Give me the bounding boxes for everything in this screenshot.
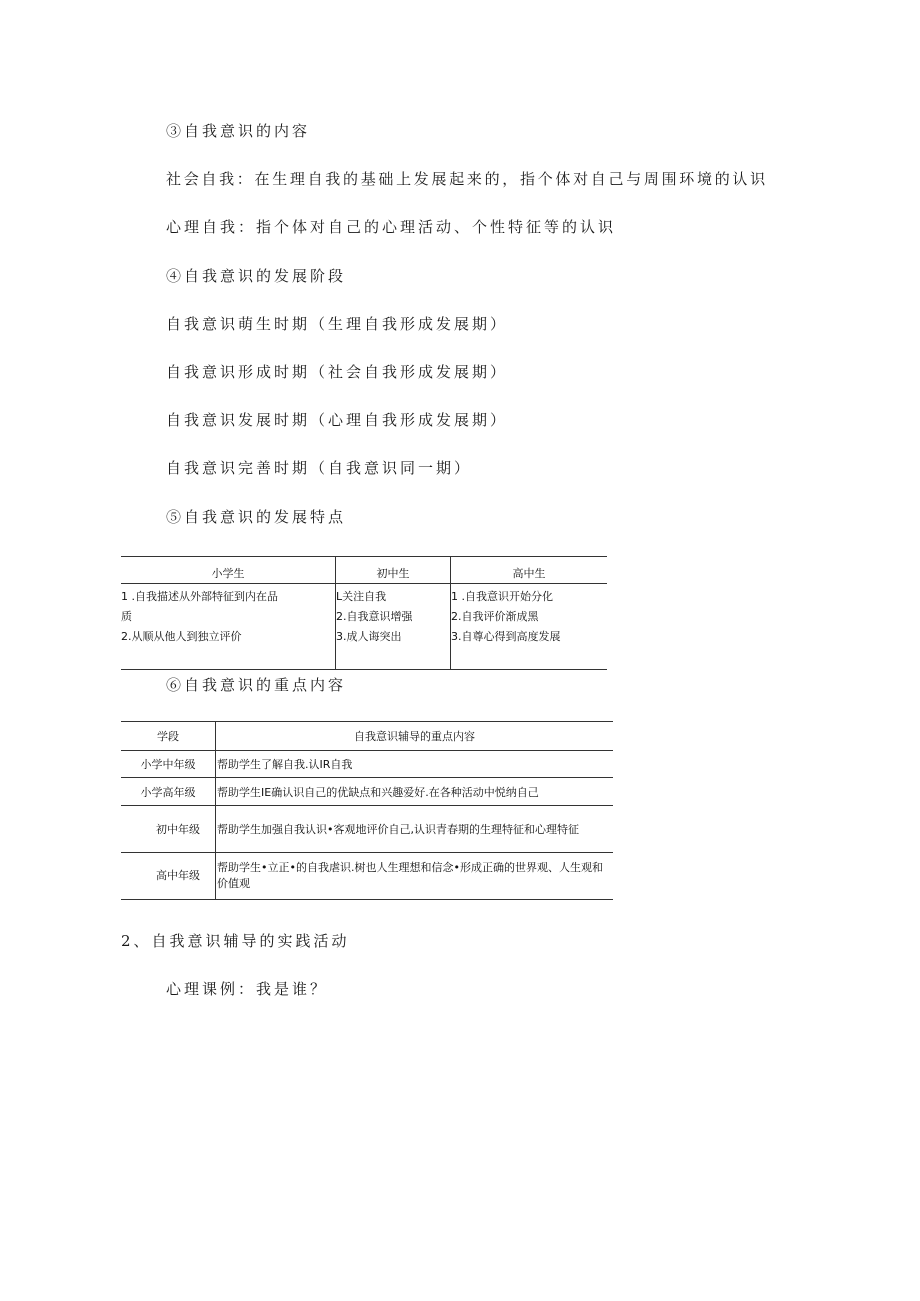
cell-primary	[121, 584, 336, 670]
content-cell: 帮助学生IE确认识自己的优缺点和兴趣爱好.在各种活动中悦纳自己	[216, 778, 614, 806]
section-heading-characteristics: ⑤自我意识的发展特点	[166, 508, 347, 526]
paragraph-lesson-example: 心理课例：我是谁？	[166, 980, 329, 998]
header-senior-students: 高中生	[451, 557, 608, 584]
stage-item-2: 自我意识形成时期（社会自我形成发展期）	[166, 363, 509, 381]
header-junior-students: 初中生	[336, 557, 451, 584]
cell-text: 3.成人诲突出	[336, 630, 402, 643]
cell-text: 3.自尊心得到高度发展	[451, 630, 561, 643]
cell-text: 1 .自我意识开始分化	[451, 590, 553, 603]
content-cell: 帮助学生加强自我认识•客观地评价自己,认识青春期的生理特征和心理特征	[216, 806, 614, 853]
paragraph-psychological-self: 心理自我：指个体对自己的心理活动、个性特征等的认识	[166, 218, 617, 236]
content-cell: 帮助学生了解自我.认IR自我	[216, 751, 614, 778]
stage-cell: 小学中年级	[121, 751, 216, 778]
cell-text: 2.自我意识增强	[336, 610, 413, 623]
cell-senior	[451, 584, 608, 670]
cell-text: 2.自我评价渐成黑	[451, 610, 539, 623]
section-heading-content: ③自我意识的内容	[166, 122, 311, 140]
section-heading-stages: ④自我意识的发展阶段	[166, 267, 347, 285]
header-key-content: 自我意识辅导的重点内容	[216, 722, 614, 751]
table-header-row	[121, 722, 613, 751]
cell-text: 1 .自我描述从外部特征到内在品	[121, 590, 278, 603]
header-stage: 学段	[121, 722, 216, 751]
stage-cell: 初中年级	[121, 806, 216, 853]
cell-junior	[336, 584, 451, 670]
paragraph-social-self: 社会自我：在生理自我的基础上发展起来的，指个体对自己与周围环境的认识	[166, 170, 768, 188]
stage-cell: 小学高年级	[121, 778, 216, 806]
table-row	[121, 853, 613, 900]
table-row	[121, 584, 607, 670]
table-header-row	[121, 557, 607, 584]
cell-text: 2.从顺从他人到独立评价	[121, 630, 242, 643]
table-row	[121, 806, 613, 853]
stage-item-1: 自我意识萌生时期（生理自我形成发展期）	[166, 315, 509, 333]
table-row	[121, 778, 613, 806]
stage-cell: 高中年级	[121, 853, 216, 900]
stage-item-3: 自我意识发展时期（心理自我形成发展期）	[166, 411, 509, 429]
header-primary-students: 小学生	[121, 557, 336, 584]
cell-text: L关注自我	[336, 590, 387, 603]
table-row	[121, 751, 613, 778]
characteristics-table	[121, 556, 607, 670]
key-content-table	[121, 721, 613, 900]
stage-item-4: 自我意识完善时期（自我意识同一期）	[166, 459, 473, 477]
cell-text: 质	[121, 610, 132, 623]
section-heading-key-content: ⑥自我意识的重点内容	[166, 676, 347, 694]
content-cell: 帮助学生•立正•的自我虐识.树也人生理想和信念•形成正确的世界观、人生观和价值观	[217, 861, 603, 890]
section-heading-practice: 2、自我意识辅导的实践活动	[121, 932, 350, 950]
